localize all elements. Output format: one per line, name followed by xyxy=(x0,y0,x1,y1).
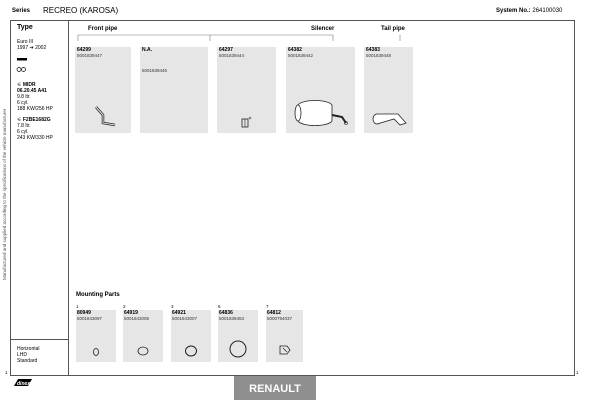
part-number: 64919 xyxy=(124,310,138,316)
part-number: 64836 xyxy=(219,310,233,316)
sealing-ring-icon xyxy=(183,344,199,358)
year-from: 1997 xyxy=(17,45,29,51)
silencer-icon xyxy=(292,97,350,129)
engine2-cylinders: 6 cyl. xyxy=(17,129,29,135)
series-name: RECREO (KAROSA) xyxy=(43,6,119,15)
section-tail-pipe: Tail pipe xyxy=(381,26,405,32)
oe-number: 5001839444 xyxy=(219,53,245,58)
pipe-fitting-icon xyxy=(239,115,253,129)
part-card-na[interactable] xyxy=(140,47,208,133)
part-number: 64812 xyxy=(267,310,281,316)
series-label-text: Series xyxy=(12,8,31,14)
page-number-right: 1 xyxy=(576,370,579,375)
oe-number: 5001839448 xyxy=(366,53,392,58)
oe-number: 5001839453 xyxy=(219,316,245,321)
section-front-pipe: Front pipe xyxy=(88,26,118,32)
oe-number: 5001839447 xyxy=(77,53,103,58)
config-drive-side: LHD xyxy=(17,352,28,358)
engine2-name: F2BE1682G xyxy=(22,117,51,123)
part-card-64299[interactable] xyxy=(75,47,131,133)
bracket-icon xyxy=(278,344,292,356)
engine-icon: ⚟ xyxy=(17,117,22,123)
part-card-64383[interactable] xyxy=(364,47,413,133)
part-number: 64383 xyxy=(366,47,380,53)
oe-number: 5001839442 xyxy=(288,53,314,58)
engine1-cylinders: 6 cyl. xyxy=(17,100,29,106)
section-silencer: Silencer xyxy=(311,26,335,32)
mount-card-64836[interactable] xyxy=(218,310,258,362)
mount-index: 2 xyxy=(123,304,126,309)
pipe-clamp-icon xyxy=(227,339,249,359)
svg-text:dinex: dinex xyxy=(17,381,31,387)
year-to: 2002 xyxy=(35,45,47,51)
mount-index: 6 xyxy=(218,304,221,309)
config-version: Standard xyxy=(17,358,38,364)
oe-number: 5001843007 xyxy=(172,316,198,321)
page-number-left: 1 xyxy=(5,370,8,375)
mount-index: 7 xyxy=(266,304,269,309)
oe-number: 5000794037 xyxy=(267,316,293,321)
engine2-displacement: 7.8 ltr. xyxy=(17,123,31,129)
tail-pipe-icon xyxy=(372,109,408,127)
part-number: 64297 xyxy=(219,47,233,53)
engine1-name: MIDR xyxy=(22,82,36,88)
part-number: 64921 xyxy=(172,310,186,316)
oe-number: 5001843006 xyxy=(124,316,150,321)
side-margin-text: Manufactured and supplied according to the specifications of the vehicle manufacturer xyxy=(2,108,7,280)
part-number: 64382 xyxy=(288,47,302,53)
engine1-power: 188 KW/256 HP xyxy=(17,106,53,112)
mount-index: 3 xyxy=(171,304,174,309)
part-number: 80949 xyxy=(77,310,91,316)
part-card-64297[interactable] xyxy=(217,47,276,133)
part-number: N.A. xyxy=(142,47,152,53)
bolt-icon xyxy=(91,347,101,357)
system-no-value: 264100030 xyxy=(532,8,563,14)
oe-number: 5001843097 xyxy=(77,316,103,321)
mount-card-80949[interactable] xyxy=(76,310,116,362)
dinex-logo-icon xyxy=(12,377,34,389)
part-number: 64299 xyxy=(77,47,91,53)
part-card-64382[interactable] xyxy=(286,47,355,133)
arrow-right-icon: ➔ xyxy=(29,45,34,51)
mount-card-64921[interactable] xyxy=(171,310,211,362)
section-mounting-parts: Mounting Parts xyxy=(76,292,120,298)
type-label: Type xyxy=(17,24,33,31)
oe-number: 5001839445 xyxy=(142,68,168,73)
euro-norm: Euro III xyxy=(17,39,34,45)
gasket-ring-icon xyxy=(136,345,150,357)
engine1-code: 06.20.45 A41 xyxy=(17,88,47,94)
front-pipe-icon xyxy=(93,105,117,127)
mount-card-64812[interactable] xyxy=(266,310,303,362)
engine1-displacement: 9.8 ltr. xyxy=(17,94,31,100)
system-label: System No.: xyxy=(496,8,531,14)
mount-index: 1 xyxy=(76,304,79,309)
brand-badge: RENAULT xyxy=(234,376,316,400)
mount-card-64919[interactable] xyxy=(123,310,163,362)
engine-icon: ⚟ xyxy=(17,82,22,88)
engine2-power: 243 KW/330 HP xyxy=(17,135,53,141)
config-orientation: Horizontal xyxy=(17,346,40,352)
